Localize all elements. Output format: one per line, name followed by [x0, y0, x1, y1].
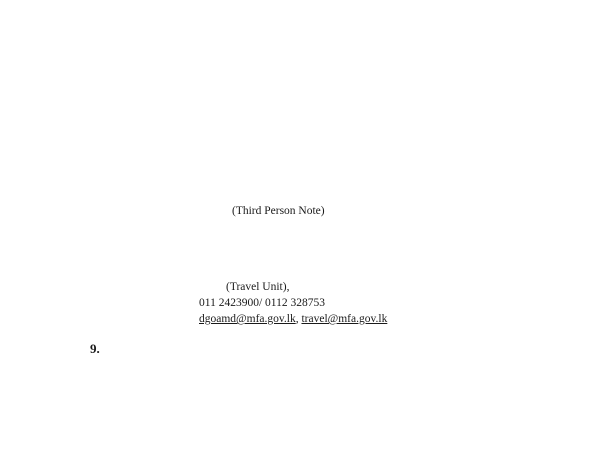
email-link-dgoamd[interactable]: dgoamd@mfa.gov.lk: [199, 313, 296, 325]
section-9-number: 9.: [90, 341, 100, 356]
third-person-note: (Third Person Note): [232, 205, 325, 217]
email-link-travel[interactable]: travel@mfa.gov.lk: [301, 313, 388, 325]
email-separator: ,: [295, 313, 299, 325]
travel-unit-label: (Travel Unit),: [226, 281, 290, 293]
phone-numbers: 011 2423900/ 0112 328753: [199, 297, 325, 309]
